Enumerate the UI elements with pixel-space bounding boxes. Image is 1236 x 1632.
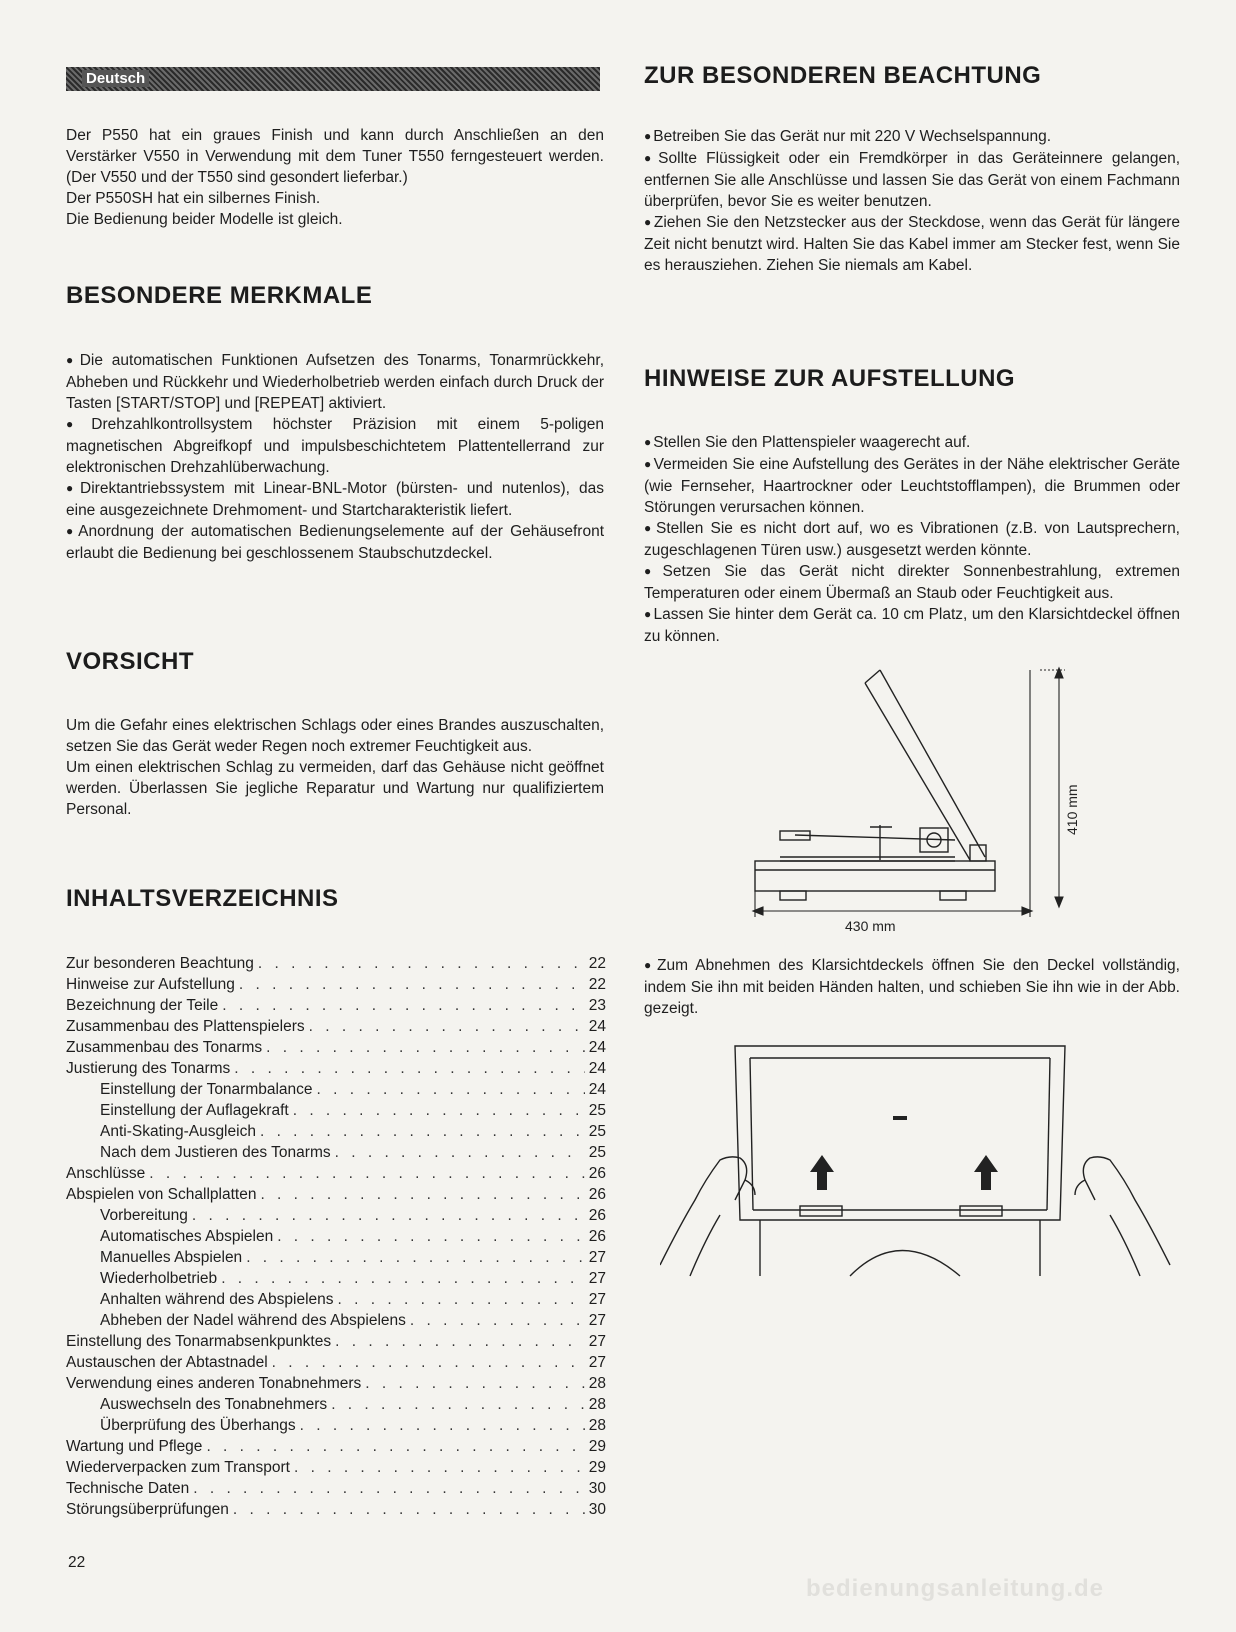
toc-leader-dots [331,1394,585,1415]
toc-entry-page: 23 [588,997,606,1014]
toc-entry-title: Anti-Skating-Ausgleich [100,1123,256,1140]
toc-entry-title: Anschlüsse [66,1165,146,1182]
toc-entry-page: 26 [588,1228,606,1245]
toc-entry [66,1247,606,1268]
toc-entry-page: 27 [588,1291,606,1308]
toc-entry [66,1415,606,1436]
toc-entry [66,1100,606,1121]
toc-entry-page: 27 [588,1270,606,1287]
toc-entry-page: 25 [588,1123,606,1140]
toc-entry [66,1184,606,1205]
page-number: 22 [68,1554,86,1571]
toc-entry [66,1226,606,1247]
toc-leader-dots [266,1037,585,1058]
intro-text [66,125,604,230]
toc-entry-title: Automatisches Abspielen [100,1228,274,1245]
toc-entry [66,1436,606,1457]
caution-text [66,715,604,820]
special-attention-list [644,126,1180,276]
setup-item: ● Stellen Sie den Plattenspieler waagerecht auf. [644,432,1180,454]
toc-heading: INHALTSVERZEICHNIS [66,885,339,912]
caution-heading: VORSICHT [66,648,195,675]
toc-leader-dots [149,1163,584,1184]
height-dimension-label: 410 mm [1064,784,1080,835]
toc-entry-page: 28 [588,1396,606,1413]
toc-entry-title: Wartung und Pflege [66,1438,203,1455]
toc-entry-title: Zur besonderen Beachtung [66,955,254,972]
toc-entry [66,1163,606,1184]
toc-leader-dots [410,1310,585,1331]
setup-item: ● Stellen Sie es nicht dort auf, wo es Vibrationen (z.B. von Lautsprechern, zugeschlagenen Türen usw.) ausgesetzt werden könnte. [644,518,1180,561]
toc-entry-title: Zusammenbau des Plattenspielers [66,1018,305,1035]
toc-entry [66,974,606,995]
toc-entry-page: 24 [588,1060,606,1077]
toc-entry-title: Wiederverpacken zum Transport [66,1459,290,1476]
setup-heading: HINWEISE ZUR AUFSTELLUNG [644,365,1016,392]
toc-entry [66,953,606,974]
toc-entry-page: 30 [588,1480,606,1497]
toc-entry-title: Manuelles Abspielen [100,1249,243,1266]
toc-entry [66,1310,606,1331]
toc-entry-page: 26 [588,1207,606,1224]
toc-leader-dots [338,1289,585,1310]
table-of-contents [66,953,606,1520]
toc-entry [66,1499,606,1520]
toc-entry-title: Anhalten während des Abspielens [100,1291,334,1308]
toc-leader-dots [260,1184,584,1205]
turntable-clearance-figure [740,665,1110,940]
toc-leader-dots [233,1499,585,1520]
toc-entry [66,1205,606,1226]
setup-list [644,432,1180,647]
toc-entry [66,1373,606,1394]
toc-entry-page: 24 [588,1018,606,1035]
toc-leader-dots [272,1352,585,1373]
toc-entry [66,1037,606,1058]
toc-entry-title: Wiederholbetrieb [100,1270,218,1287]
toc-entry-page: 28 [588,1375,606,1392]
toc-leader-dots [317,1079,585,1100]
special-attention-heading: ZUR BESONDEREN BEACHTUNG [644,62,1042,89]
intro-paragraph: Der P550 hat ein graues Finish und kann durch Anschließen an den Verstärker V550 in Verwendung mit dem Tuner T550 ferngesteuert werden. (Der V550 und der T550 sind gesondert lieferbar.) [66,127,604,186]
toc-entry-page: 27 [588,1249,606,1266]
toc-entry-page: 27 [588,1312,606,1329]
toc-entry-page: 24 [588,1039,606,1056]
setup-item: ● Vermeiden Sie eine Aufstellung des Gerätes in der Nähe elektrischer Geräte (wie Fernseher, Haartrockner oder Leuchtstofflampen), die Brummen oder Störungen verursachen können. [644,454,1180,518]
toc-entry [66,1394,606,1415]
toc-entry [66,1331,606,1352]
toc-entry-title: Abspielen von Schallplatten [66,1186,257,1203]
toc-entry-title: Abheben der Nadel während des Abspielens [100,1312,406,1329]
caution-paragraph: Um einen elektrischen Schlag zu vermeiden, darf das Gehäuse nicht geöffnet werden. Überlassen Sie jegliche Reparatur und Wartung nur qualifiziertem Personal. [66,759,604,818]
attention-item: ● Ziehen Sie den Netzstecker aus der Steckdose, wenn das Gerät für längere Zeit nicht benutzt wird. Halten Sie das Kabel immer am Stecker fest, wenn Sie es herausziehen. Ziehen Sie niemals am Kabel. [644,212,1180,276]
toc-leader-dots [234,1058,584,1079]
toc-entry-page: 29 [588,1438,606,1455]
toc-leader-dots [300,1415,585,1436]
toc-entry-page: 22 [588,976,606,993]
toc-leader-dots [192,1205,585,1226]
toc-leader-dots [293,1100,585,1121]
feature-item: ● Drehzahlkontrollsystem höchster Präzision mit einem 5-poligen magnetischen Abgreifkopf und impulsbeschichtetem Plattentellerrand zur elektronischen Drehzahlüberwachung. [66,414,604,478]
toc-entry-page: 22 [588,955,606,972]
toc-entry-page: 28 [588,1417,606,1434]
toc-leader-dots [335,1331,585,1352]
language-tab-label: Deutsch [82,70,149,87]
toc-entry-page: 27 [588,1354,606,1371]
toc-entry-page: 25 [588,1144,606,1161]
toc-entry [66,1478,606,1499]
toc-entry-page: 29 [588,1459,606,1476]
toc-leader-dots [239,974,585,995]
feature-item: ● Anordnung der automatischen Bedienungselemente auf der Gehäusefront erlaubt die Bedienung bei geschlossenem Staubschutzdeckel. [66,521,604,564]
lid-removal-figure [660,1040,1180,1280]
caution-paragraph: Um die Gefahr eines elektrischen Schlags oder eines Brandes auszuschalten, setzen Sie das Gerät weder Regen noch extremer Feuchtigkeit aus. [66,717,604,755]
toc-leader-dots [309,1016,585,1037]
feature-item: ● Die automatischen Funktionen Aufsetzen des Tonarms, Tonarmrückkehr, Abheben und Rückkehr und Wiederholbetrieb werden einfach durch Druck der Tasten [START/STOP] und [REPEAT] aktiviert. [66,350,604,414]
toc-entry-title: Nach dem Justieren des Tonarms [100,1144,331,1161]
toc-entry [66,1268,606,1289]
toc-entry [66,1142,606,1163]
attention-item: ● Sollte Flüssigkeit oder ein Fremdkörper in das Geräteinnere gelangen, entfernen Sie alle Anschlüsse und lassen Sie das Gerät von einem Fachmann überprüfen, bevor Sie es weiter benutzen. [644,148,1180,212]
toc-entry-title: Vorbereitung [100,1207,188,1224]
lid-removal-text [644,955,1180,1019]
toc-entry-page: 24 [588,1081,606,1098]
toc-leader-dots [294,1457,585,1478]
toc-entry-title: Hinweise zur Aufstellung [66,976,235,993]
toc-entry-title: Bezeichnung der Teile [66,997,219,1014]
toc-leader-dots [258,953,585,974]
toc-entry-page: 30 [588,1501,606,1518]
intro-paragraph: Der P550SH hat ein silbernes Finish. [66,190,321,207]
toc-entry-title: Zusammenbau des Tonarms [66,1039,263,1056]
intro-paragraph: Die Bedienung beider Modelle ist gleich. [66,211,343,228]
toc-entry-page: 26 [588,1165,606,1182]
watermark: bedienungsanleitung.de [806,1575,1105,1602]
toc-entry-title: Austauschen der Abtastnadel [66,1354,268,1371]
features-heading: BESONDERE MERKMALE [66,282,373,309]
toc-entry-title: Einstellung der Tonarmbalance [100,1081,313,1098]
toc-leader-dots [222,995,585,1016]
toc-leader-dots [260,1121,585,1142]
toc-entry [66,1289,606,1310]
toc-leader-dots [221,1268,585,1289]
lid-removal-instruction: ● Zum Abnehmen des Klarsichtdeckels öffnen Sie den Deckel vollständig, indem Sie ihn mit beiden Händen halten, und schieben Sie ihn wie in der Abb. gezeigt. [644,955,1180,1019]
attention-item: ● Betreiben Sie das Gerät nur mit 220 V Wechselspannung. [644,126,1180,148]
toc-entry [66,1121,606,1142]
toc-entry [66,1058,606,1079]
toc-entry-title: Störungsüberprüfungen [66,1501,229,1518]
toc-entry-title: Einstellung der Auflagekraft [100,1102,289,1119]
toc-entry-title: Verwendung eines anderen Tonabnehmers [66,1375,362,1392]
toc-entry [66,1016,606,1037]
features-list [66,350,604,564]
toc-leader-dots [246,1247,585,1268]
feature-item: ● Direktantriebssystem mit Linear-BNL-Motor (bürsten- und nutenlos), das eine ausgezeichnete Drehmoment- und Startcharakteristik liefert. [66,478,604,521]
toc-entry-page: 26 [588,1186,606,1203]
toc-leader-dots [335,1142,585,1163]
setup-item: ● Setzen Sie das Gerät nicht direkter Sonnenbestrahlung, extremen Temperaturen oder einem Übermaß an Staub oder Feuchtigkeit aus. [644,561,1180,604]
width-dimension-label: 430 mm [845,918,896,934]
toc-leader-dots [193,1478,585,1499]
toc-leader-dots [206,1436,584,1457]
toc-entry-title: Justierung des Tonarms [66,1060,231,1077]
toc-entry [66,1352,606,1373]
toc-entry-page: 25 [588,1102,606,1119]
toc-entry [66,1079,606,1100]
language-tab [66,67,600,91]
toc-entry [66,995,606,1016]
toc-entry-title: Auswechseln des Tonabnehmers [100,1396,328,1413]
setup-item: ● Lassen Sie hinter dem Gerät ca. 10 cm Platz, um den Klarsichtdeckel öffnen zu können. [644,604,1180,647]
toc-leader-dots [277,1226,585,1247]
toc-leader-dots [365,1373,584,1394]
toc-entry-title: Überprüfung des Überhangs [100,1417,296,1434]
toc-entry-title: Technische Daten [66,1480,190,1497]
toc-entry-page: 27 [588,1333,606,1350]
toc-entry [66,1457,606,1478]
toc-entry-title: Einstellung des Tonarmabsenkpunktes [66,1333,332,1350]
